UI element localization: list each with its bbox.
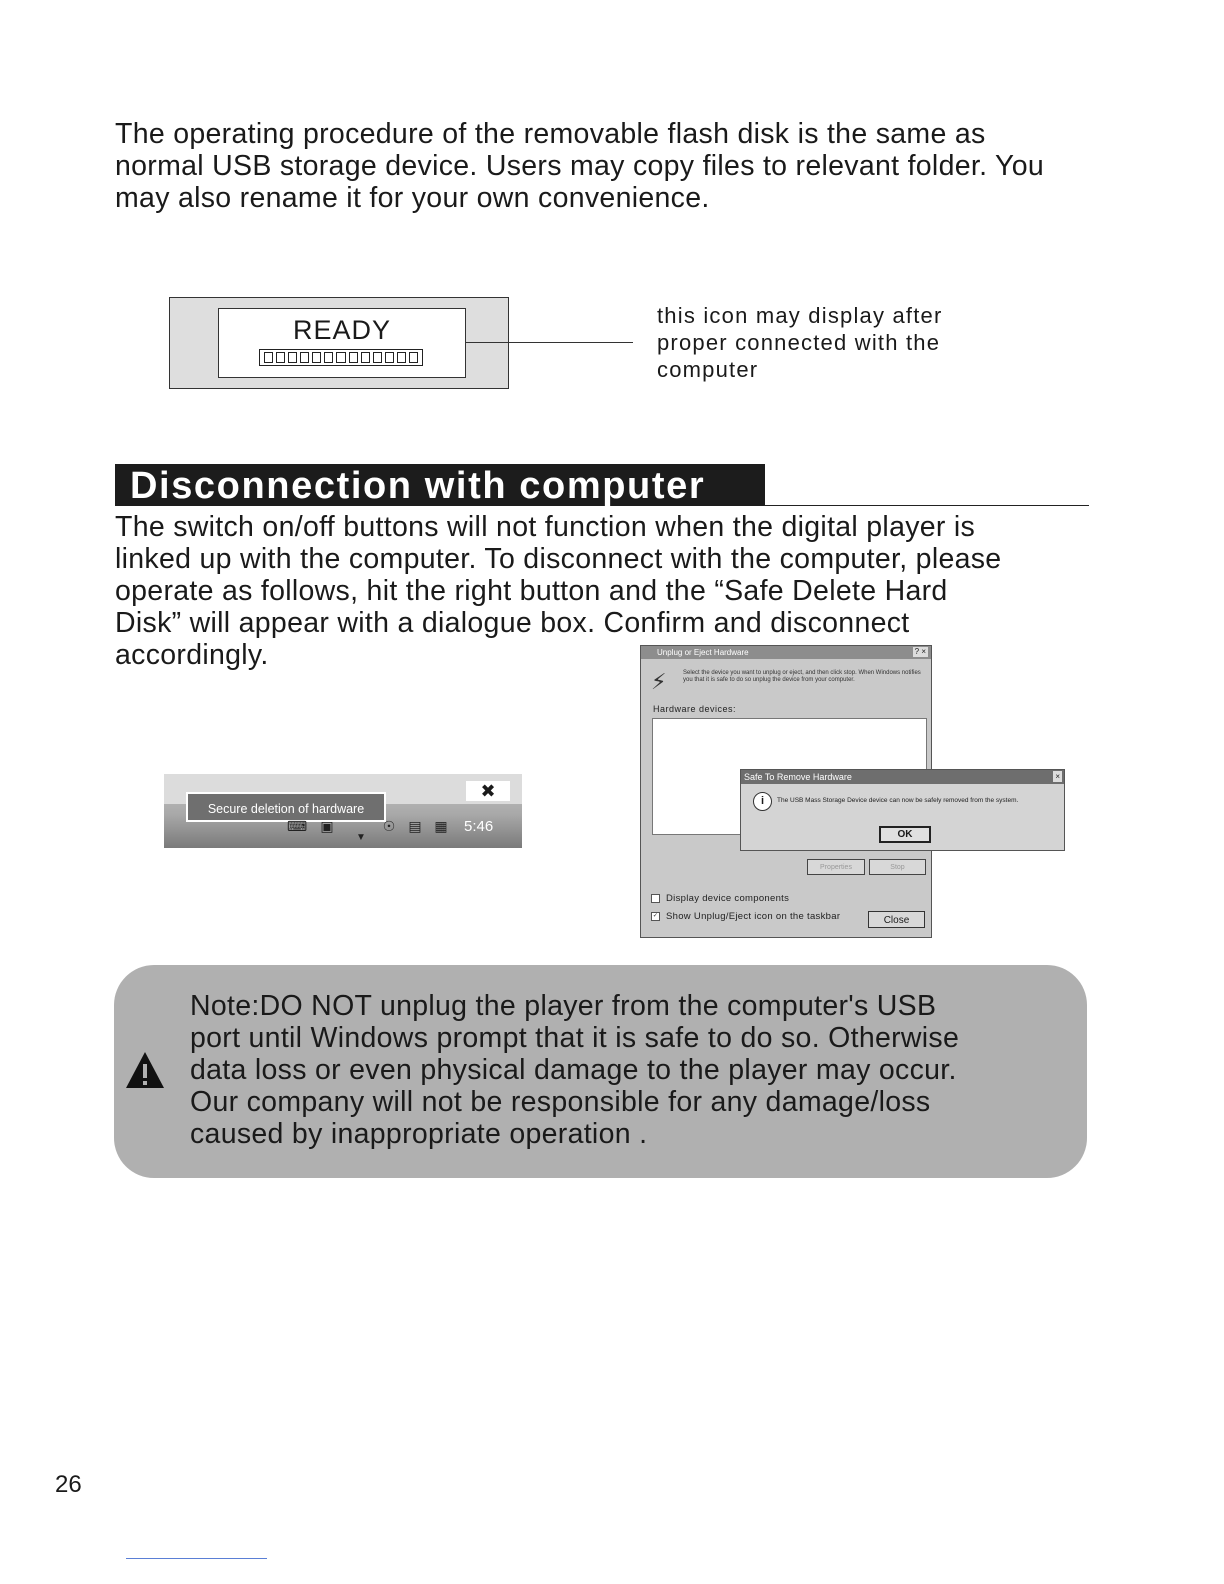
ready-display <box>169 297 509 389</box>
popup-title: Safe To Remove Hardware <box>744 772 852 782</box>
stop-button[interactable]: Stop <box>869 859 926 875</box>
ready-label: READY <box>292 315 392 345</box>
section-line: operate as follows, hit the right button and the “Safe Delete Hard <box>115 575 948 607</box>
section-line: Disk” will appear with a dialogue box. Confirm and disconnect <box>115 607 910 639</box>
info-icon: i <box>753 792 772 811</box>
section-paragraph <box>115 511 1115 671</box>
popup-titlebar <box>741 770 1064 784</box>
section-heading: Disconnection with computer <box>115 464 765 506</box>
secure-deletion-tooltip[interactable]: Secure deletion of hardware <box>186 792 386 822</box>
speaker-icon[interactable]: ▣ <box>320 818 334 834</box>
dialog-title-buttons[interactable]: ? × <box>914 647 926 656</box>
note-line: Our company will not be responsible for any damage/loss <box>190 1086 931 1118</box>
intro-line: normal USB storage device. Users may copy files to relevant folder. You <box>115 150 1044 182</box>
safe-to-remove-popup <box>740 769 1065 851</box>
callout-line <box>466 342 633 343</box>
note-line: port until Windows prompt that it is safe to do so. Otherwise <box>190 1022 960 1054</box>
network-icon[interactable]: ▤ <box>408 818 422 834</box>
intro-line: The operating procedure of the removable flash disk is the same as <box>115 118 986 150</box>
checkbox-label: Show Unplug/Eject icon on the taskbar <box>666 911 841 922</box>
popup-close-icon[interactable]: × <box>1055 772 1060 781</box>
close-button[interactable]: Close <box>868 911 925 928</box>
dialog-titlebar <box>641 646 931 659</box>
hardware-devices-label: Hardware devices: <box>653 704 737 714</box>
intro-paragraph <box>115 118 1115 214</box>
note-line: Note:DO NOT unplug the player from the computer's USB <box>190 990 937 1022</box>
checkbox-box-checked[interactable]: ✓ <box>652 912 659 919</box>
bottom-rule <box>126 1558 267 1559</box>
page-number: 26 <box>55 1471 82 1498</box>
heading-rule <box>764 505 1089 506</box>
section-line: The switch on/off buttons will not function when the digital player is <box>115 511 976 543</box>
ready-screen <box>218 308 466 378</box>
ok-button[interactable]: OK <box>879 826 931 843</box>
keyboard-icon[interactable]: ⌨ <box>286 818 308 834</box>
caption-line: proper connected with the <box>657 330 941 355</box>
close-icon[interactable]: ✖ <box>466 781 510 801</box>
dialog-instructions: Select the device you want to unplug or eject, and then click stop. When Windows notifies you that it is safe to do so unplug the device from your computer. <box>683 670 921 683</box>
caption-line: this icon may display after <box>657 303 943 328</box>
checkbox-label: Display device components <box>666 893 790 904</box>
note-line: data loss or even physical damage to the player may occur. <box>190 1054 957 1086</box>
note-line: caused by inappropriate operation . <box>190 1118 648 1150</box>
progress-segments <box>259 349 423 366</box>
eject-hardware-icon[interactable]: ☉ <box>382 818 396 834</box>
intro-line: may also rename it for your own convenience. <box>115 182 710 214</box>
warning-note <box>114 965 1087 1178</box>
monitor-icon[interactable]: ▦ <box>434 818 448 834</box>
display-components-checkbox[interactable] <box>651 893 789 904</box>
taskbar-screenshot <box>164 774 522 848</box>
note-text <box>190 990 959 1150</box>
dialog-title: Unplug or Eject Hardware <box>657 648 749 657</box>
properties-button[interactable]: Properties <box>807 859 865 875</box>
chevron-down-icon[interactable]: ▼ <box>356 832 366 843</box>
display-caption <box>657 302 943 383</box>
taskbar-clock: 5:46 <box>464 818 494 835</box>
warning-icon <box>124 1050 166 1090</box>
checkbox-box[interactable] <box>651 894 660 903</box>
section-line: accordingly. <box>115 639 269 671</box>
caption-line: computer <box>657 357 759 382</box>
show-eject-icon-checkbox[interactable] <box>651 911 840 922</box>
popup-message: The USB Mass Storage Device device can now be safely removed from the system. <box>777 797 1019 804</box>
hardware-icon: ⚡ <box>651 669 667 694</box>
section-line: linked up with the computer. To disconnect with the computer, please <box>115 543 1002 575</box>
